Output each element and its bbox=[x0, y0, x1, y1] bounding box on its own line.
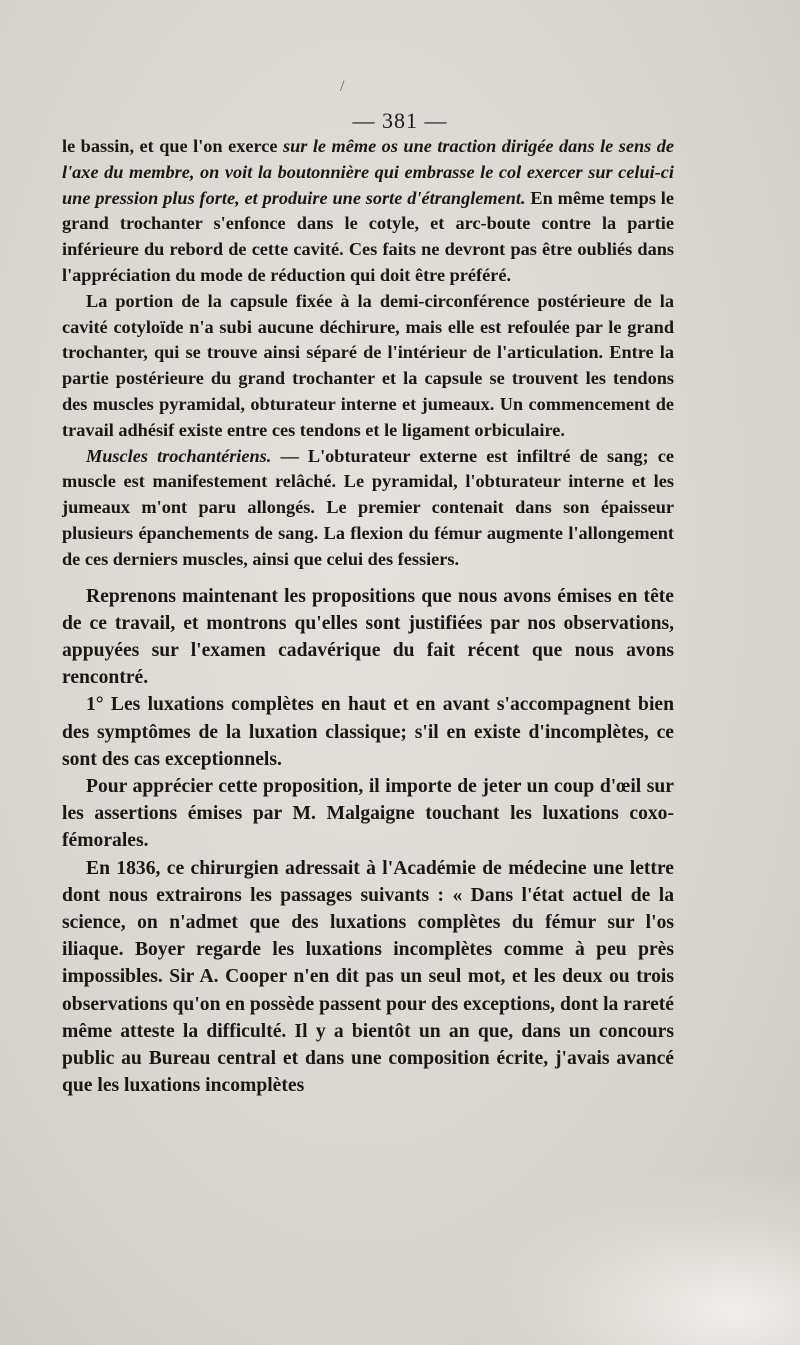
paragraph-6: Pour apprécier cette proposition, il importe de jeter un coup d'œil sur les assertions émises par M. Malgaigne touchant les luxations coxo-fémorales. bbox=[62, 775, 674, 852]
paragraph-3-heading: Muscles trochantériens. bbox=[86, 445, 272, 466]
paragraph-1-part-c: En même temps le grand trochanter s'enfonce dans le cotyle, et arc-boute contre la partie inférieure du rebord de cette cavité. Ces faits ne devront pas être oubliés dans l'appréciation du mode de réduction qui doit être préféré. bbox=[62, 187, 675, 285]
paragraph-4: Reprenons maintenant les propositions que nous avons émises en tête de ce travail, et montrons qu'elles sont justifiées par nos observations, appuyées sur l'examen cadavérique du fait récent que nous avons rencontré. bbox=[62, 585, 674, 689]
paragraph-2: La portion de la capsule fixée à la demi-circonférence postérieure de la cavité cotyloïde n'a subi aucune déchirure, mais elle est refoulée par le grand trochanter, qui se trouve ainsi séparé de l'intérieur de l'articulation. Entre la partie postérieure du grand trochanter et la capsule se trouvent les tendons des muscles pyramidal, obturateur interne et jumeaux. Un commencement de travail adhésif existe entre ces tendons et le ligament orbiculaire. bbox=[62, 290, 674, 440]
body-text bbox=[62, 134, 674, 1099]
paragraph-3-text: — L'obturateur externe est infiltré de sang; ce muscle est manifestement relâché. Le pyramidal, l'obturateur interne et les jumeaux m'ont paru allongés. Le premier contenait dans son épaisseur plusieurs épanchements de sang. La flexion du fémur augmente l'allongement de ces derniers muscles, ainsi que celui des fessiers. bbox=[62, 445, 674, 569]
paragraph-3 bbox=[62, 444, 674, 573]
page-number: — 381 — bbox=[352, 108, 448, 133]
margin-mark: / bbox=[340, 78, 345, 95]
paragraph-1 bbox=[62, 134, 674, 289]
section-large-type bbox=[62, 583, 674, 1100]
section-small-type bbox=[62, 134, 674, 573]
paper-stain bbox=[480, 1175, 800, 1345]
paragraph-1-italic: sur le même os une traction dirigée dans le sens de l'axe du membre, on voit la boutonnière qui embrasse le col exercer sur celui-ci une pression plus forte, et produire une sorte d'étranglement. bbox=[62, 136, 674, 208]
paragraph-7: En 1836, ce chirurgien adressait à l'Académie de médecine une lettre dont nous extrairons les passages suivants : « Dans l'état actuel de la science, on n'admet que des luxations complètes du fémur sur l'os iliaque. Boyer regarde les luxations incomplètes comme à peu près impossibles. Sir A. Cooper n'en dit pas un seul mot, et les deux ou trois observations qu'on en possède passent pour des exceptions, dont la rareté même atteste la difficulté. Il y a bientôt un an que, dans un concours public au Bureau central et dans une composition écrite, j'avais avancé que les luxations incomplètes bbox=[62, 857, 674, 1097]
paragraph-5: 1° Les luxations complètes en haut et en avant s'accompagnent bien des symptômes de la luxation classique; s'il en existe d'incomplètes, ce sont des cas exceptionnels. bbox=[62, 694, 674, 770]
paragraph-1-part-a: le bassin, et que l'on exerce bbox=[62, 136, 283, 156]
